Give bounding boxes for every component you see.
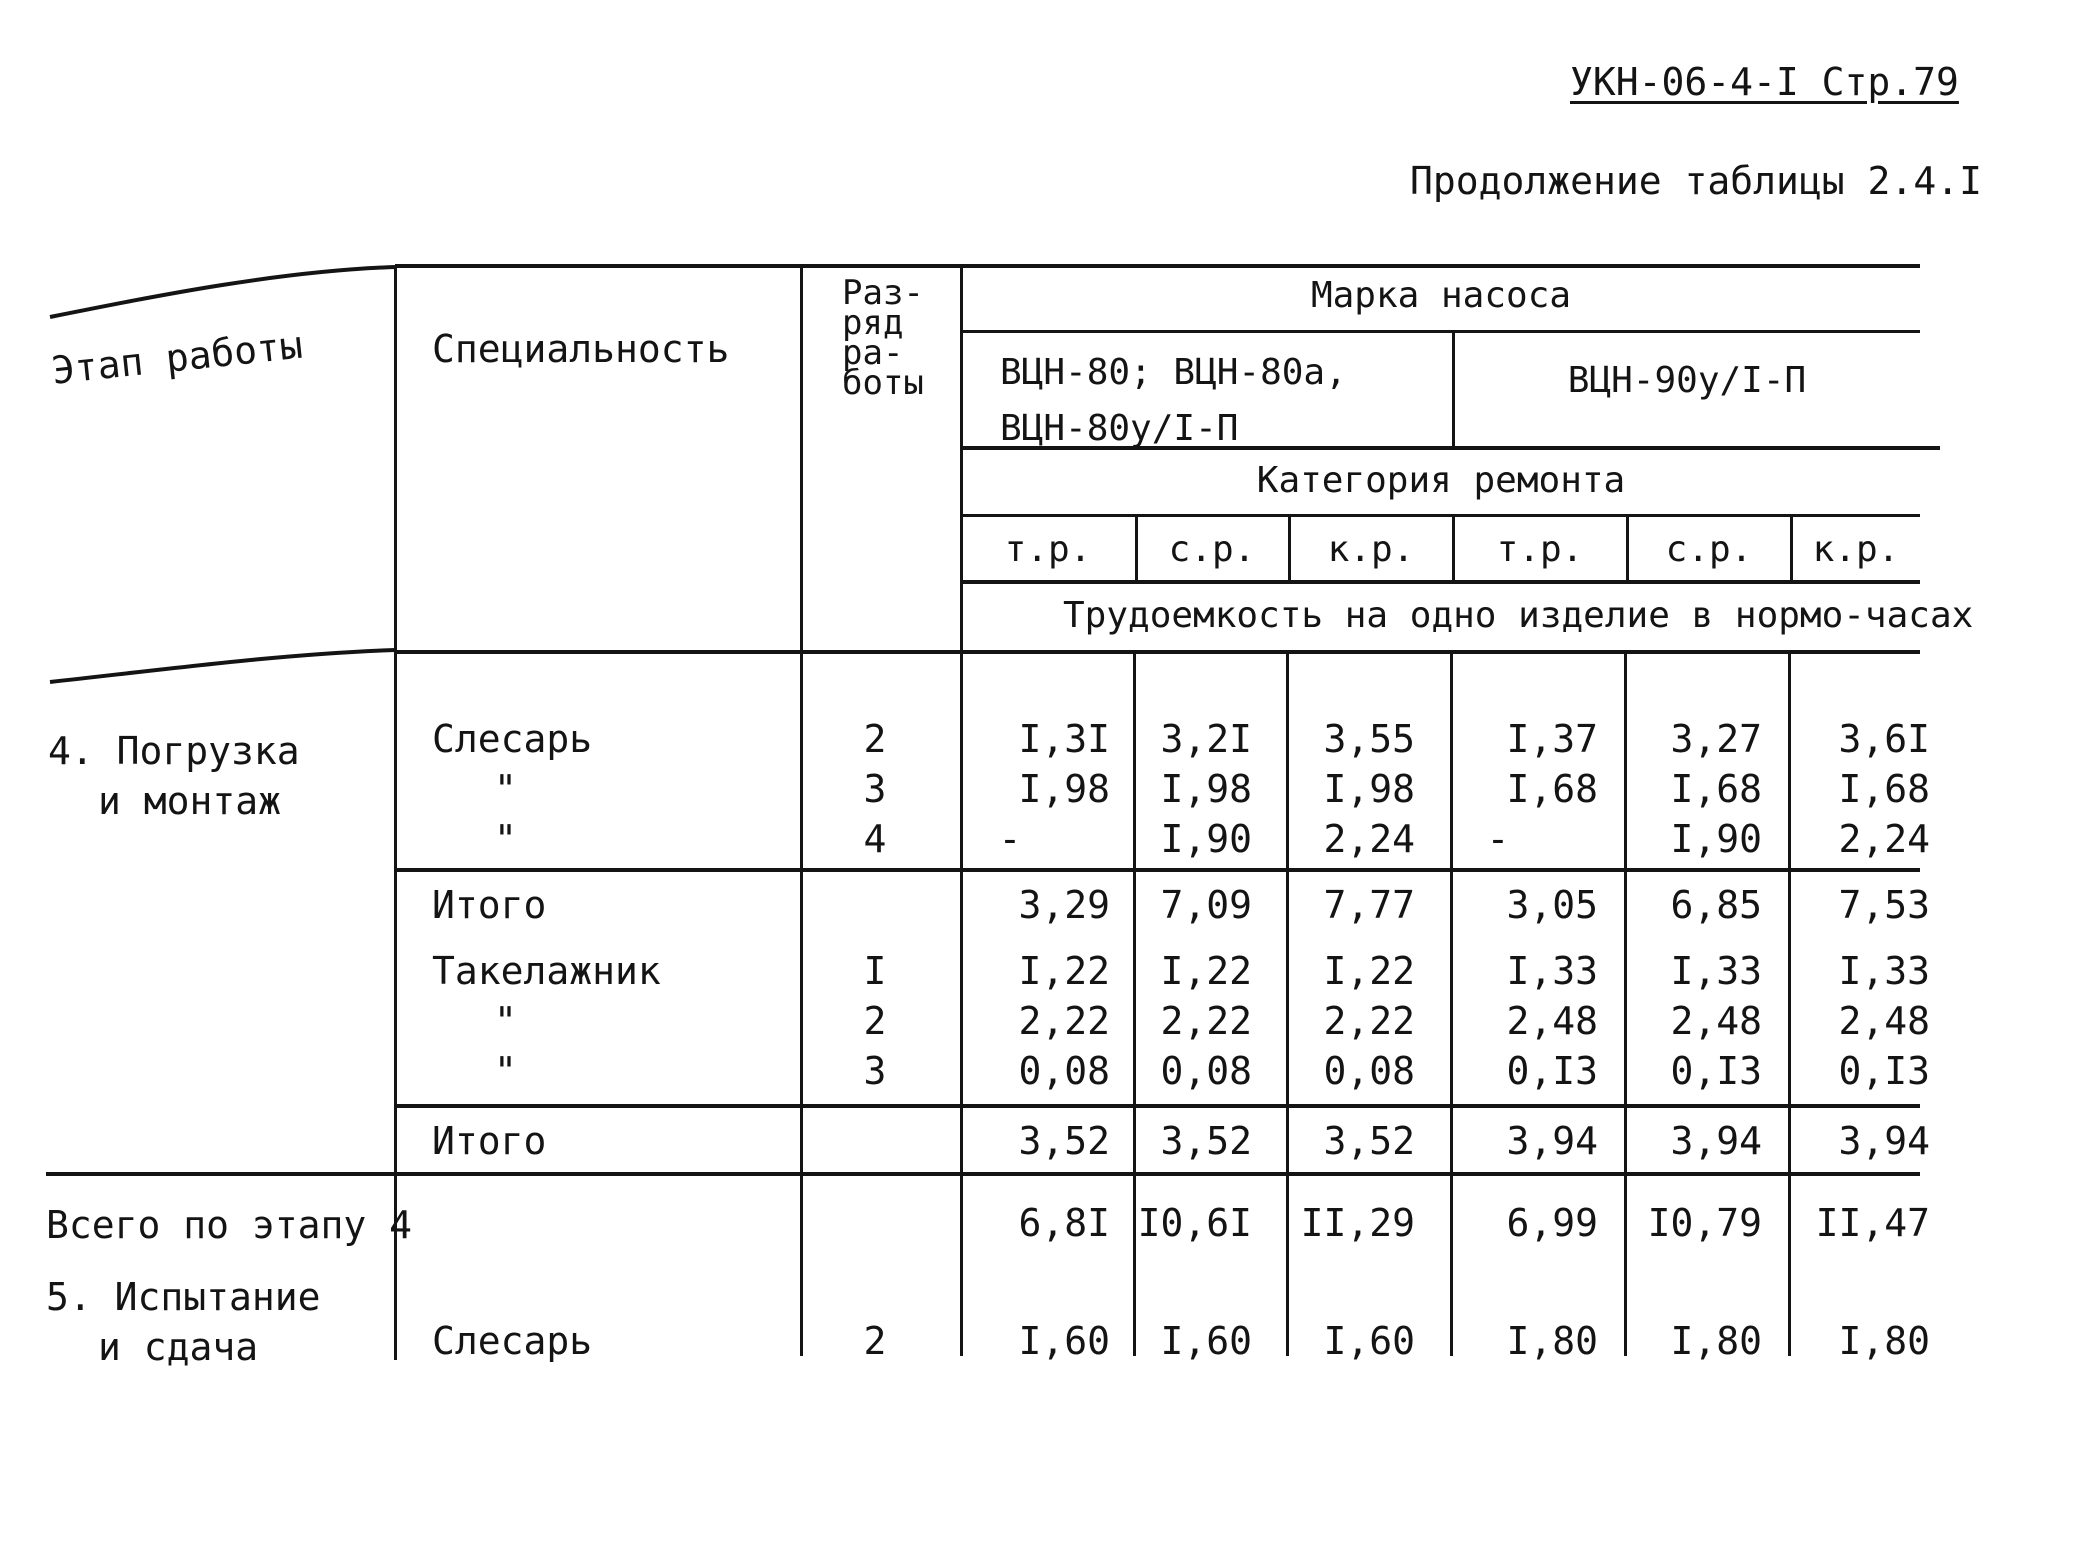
row-rank: 2 [863,717,887,761]
category-rule [960,580,1920,584]
row-value-cell: 3,55 [1323,717,1415,761]
stage-4-total-cell: 6,8I [1018,1201,1110,1245]
row-value-cell: 7,77 [1323,883,1415,927]
row-value-cell: I,68 [1838,767,1930,811]
row-value-cell: I,60 [1160,1319,1252,1363]
row-value-cell: 3,94 [1506,1119,1598,1163]
row-value-cell: 2,24 [1838,817,1930,861]
header-repair-category: Категория ремонта [1256,460,1626,501]
header-group-2: ВЦН-90у/I-П [1567,360,1807,401]
row-value-cell: I,33 [1506,949,1598,993]
stage-5-label: 5. Испытание и сдача [46,1275,321,1369]
row-value-cell: 3,52 [1323,1119,1415,1163]
row-rank: 4 [863,817,887,861]
row-rank: I [863,949,887,993]
row-value-cell: 7,09 [1160,883,1252,927]
row-value-cell: - [998,817,1022,861]
row-value-cell: I,98 [1160,767,1252,811]
row-value-cell: I,98 [1018,767,1110,811]
col-sep-3 [960,266,963,1356]
row-specialty: " [494,767,517,811]
header-cat-sr-2: с.р. [1665,529,1753,570]
row-value-cell: 0,08 [1160,1049,1252,1093]
top-rule [395,264,1920,268]
row-value-cell: 0,I3 [1670,1049,1762,1093]
row-value-cell: I,22 [1160,949,1252,993]
header-cat-sr-1: с.р. [1168,529,1256,570]
col-sep-2 [800,266,803,1356]
row-value-cell: I,68 [1670,767,1762,811]
header-cat-tr-2: т.р. [1496,529,1584,570]
row-value-cell: I,90 [1160,817,1252,861]
row-value-cell: I,80 [1670,1319,1762,1363]
stage-4-total-cell: II,47 [1815,1201,1930,1245]
row-value-cell: 7,53 [1838,883,1930,927]
row-value-cell: 2,22 [1323,999,1415,1043]
header-stage: Этап работы [49,322,305,393]
row-value-cell: 6,85 [1670,883,1762,927]
header-bottom-rule [395,650,1920,654]
stage-4-label: 4. Погрузка и монтаж [48,729,300,823]
row-value-cell: I,80 [1506,1319,1598,1363]
stage-4-total-cell: I0,79 [1647,1201,1762,1245]
row-value-cell: I,22 [1018,949,1110,993]
row-value-cell: 3,94 [1670,1119,1762,1163]
row-value-cell: 2,48 [1838,999,1930,1043]
header-curve-top [40,255,400,325]
row-value-cell: 3,2I [1160,717,1252,761]
row-rank: 3 [863,1049,887,1093]
stage-total-rule [46,1172,1920,1176]
row-value-cell: 2,22 [1018,999,1110,1043]
row-value-cell: 3,94 [1838,1119,1930,1163]
row-value-cell: - [1486,817,1510,861]
table-continuation-caption: Продолжение таблицы 2.4.I [1410,159,1982,203]
row-value-cell: 0,I3 [1506,1049,1598,1093]
row-specialty: " [494,817,517,861]
category-label-rule [960,514,1920,517]
stage-4-total-label: Всего по этапу 4 [46,1203,413,1247]
header-pump-brand: Марка насоса [1310,275,1572,316]
header-cat-kr-1: к.р. [1327,529,1415,570]
header-group-1: ВЦН-80; ВЦН-80а, ВЦН-80у/I-П [1000,352,1347,449]
row-specialty: Итого [432,883,547,927]
row-value-cell: 0,08 [1323,1049,1415,1093]
row-value-cell: 3,29 [1018,883,1110,927]
row-value-cell: 2,48 [1506,999,1598,1043]
row-value-cell: 0,I3 [1838,1049,1930,1093]
row-value-cell: I,80 [1838,1319,1930,1363]
stage-4-total-cell: I0,6I [1137,1201,1252,1245]
row-value-cell: I,90 [1670,817,1762,861]
row-value-cell: 2,22 [1160,999,1252,1043]
row-value-cell: 2,48 [1670,999,1762,1043]
row-value-cell: 3,6I [1838,717,1930,761]
row-value-cell: I,33 [1670,949,1762,993]
subtotal-rule-2 [395,1104,1920,1108]
header-cat-tr-1: т.р. [1004,529,1092,570]
header-cat-kr-2: к.р. [1812,529,1900,570]
row-specialty: " [494,999,517,1043]
row-value-cell: I,33 [1838,949,1930,993]
col-sep-1 [394,266,397,1360]
row-specialty: Слесарь [432,717,593,761]
stage-4-total-cell: II,29 [1300,1201,1415,1245]
row-rank: 2 [863,1319,887,1363]
row-value-cell: I,22 [1323,949,1415,993]
row-specialty: " [494,1049,517,1093]
row-rank: 2 [863,999,887,1043]
row-value-cell: 3,05 [1506,883,1598,927]
document-code: УКН-06-4-I Стр.79 [1570,60,1959,104]
subtotal-rule-1 [395,868,1920,872]
row-value-cell: I,3I [1018,717,1110,761]
row-value-cell: 0,08 [1018,1049,1110,1093]
brand-rule [960,330,1920,333]
header-specialty: Специальность [432,327,730,371]
header-rank: Раз- ряд ра- боты [842,273,924,403]
row-value-cell: 2,24 [1323,817,1415,861]
row-value-cell: 3,52 [1018,1119,1110,1163]
row-value-cell: 3,52 [1160,1119,1252,1163]
row-specialty: Слесарь [432,1319,593,1363]
row-rank: 3 [863,767,887,811]
row-value-cell: 3,27 [1670,717,1762,761]
row-value-cell: I,68 [1506,767,1598,811]
row-specialty: Такелажник [432,949,661,993]
row-value-cell: I,37 [1506,717,1598,761]
stage-4-total-cell: 6,99 [1506,1201,1598,1245]
row-value-cell: I,60 [1018,1319,1110,1363]
header-labor-units: Трудоемкость на одно изделие в нормо-часах [1063,595,1974,636]
row-value-cell: I,98 [1323,767,1415,811]
row-specialty: Итого [432,1119,547,1163]
header-curve-bottom [40,640,400,690]
row-value-cell: I,60 [1323,1319,1415,1363]
